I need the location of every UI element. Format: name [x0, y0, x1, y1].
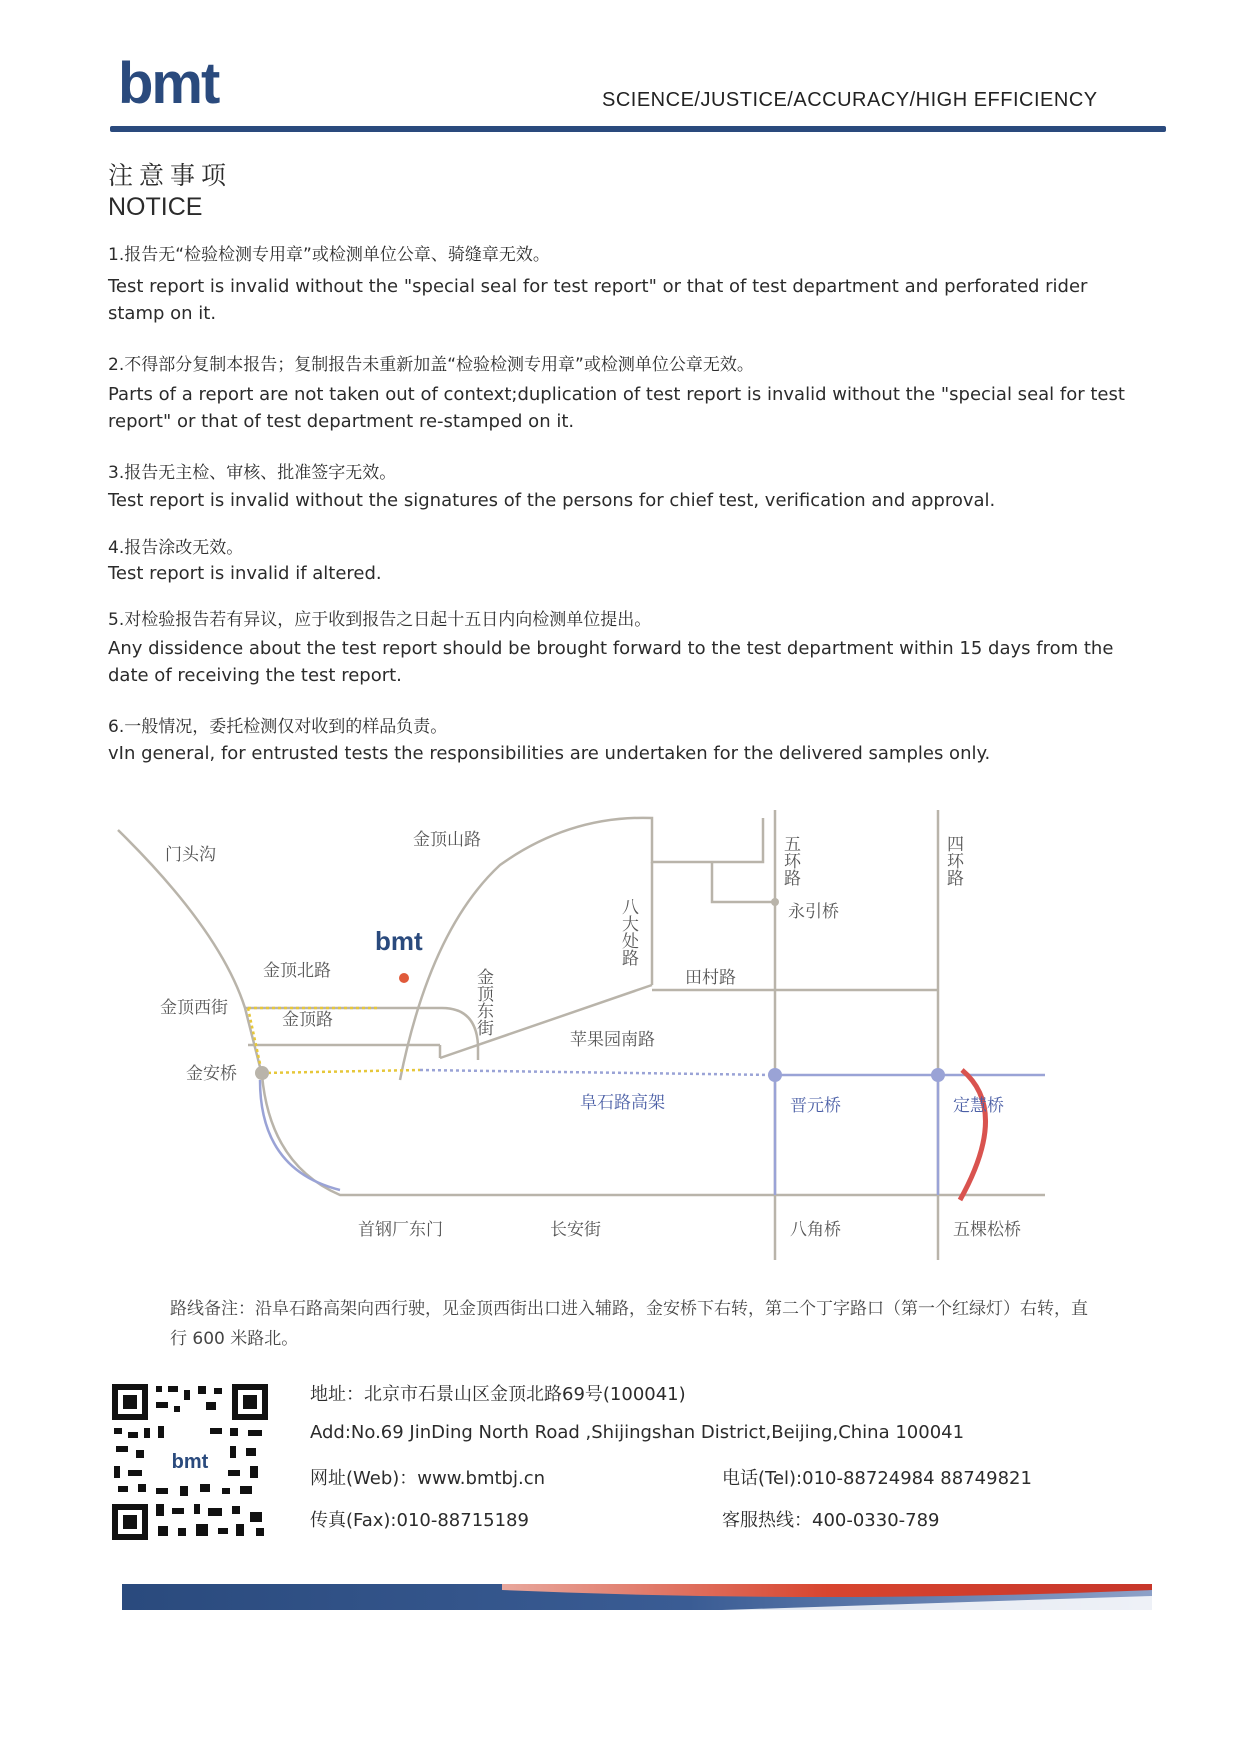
dinghui-bridge-node — [931, 1068, 945, 1082]
address-cn: 地址：北京市石景山区金顶北路69号(100041) — [310, 1384, 686, 1405]
label-mentougou: 门头沟 — [165, 845, 216, 865]
company-motto: SCIENCE/JUSTICE/ACCURACY/HIGH EFFICIENCY — [602, 89, 1098, 111]
label-jindingxi-street: 金顶西街 — [160, 998, 228, 1018]
label-changan-street: 长安街 — [550, 1220, 601, 1240]
label-jinan-bridge: 金安桥 — [186, 1064, 237, 1084]
seal-arc — [960, 1070, 986, 1200]
company-logo: bmt — [118, 51, 219, 116]
notice-item-3-cn: 3.报告无主检、审核、批准签字无效。 — [108, 463, 397, 483]
service-hotline: 客服热线：400-0330-789 — [722, 1510, 940, 1531]
label-jindingshan-road: 金顶山路 — [413, 830, 481, 850]
map-route-highlight — [248, 1008, 420, 1073]
footer-band — [122, 1584, 1152, 1610]
label-wukesong-bridge: 五棵松桥 — [953, 1220, 1021, 1240]
label-shougang-gate: 首钢厂东门 — [358, 1220, 443, 1240]
notice-item-6-cn: 6.一般情况，委托检测仅对收到的样品负责。 — [108, 717, 448, 737]
label-jinyuan-bridge: 晋元桥 — [790, 1096, 841, 1116]
label-sihuan-road: 四环路 — [943, 835, 963, 886]
label-tiancun-road: 田村路 — [685, 968, 736, 988]
label-fushi-elevated: 阜石路高架 — [580, 1093, 665, 1113]
telephone: 电话(Tel):010-88724984 88749821 — [722, 1468, 1032, 1489]
notice-title-en: NOTICE — [108, 193, 203, 221]
notice-item-4-cn: 4.报告涂改无效。 — [108, 538, 244, 558]
qr-code[interactable] — [110, 1382, 270, 1542]
label-dinghui-bridge: 定慧桥 — [953, 1096, 1004, 1116]
label-jindingbei-road: 金顶北路 — [263, 961, 331, 981]
notice-item-5-en: Any dissidence about the test report should be brought forward to the test department within 15 days from the date of receiving the test report. — [108, 638, 1114, 686]
notice-title-cn: 注意事项 — [108, 161, 233, 190]
notice-item-2-cn: 2.不得部分复制本报告；复制报告未重新加盖“检验检测专用章”或检测单位公章无效。 — [108, 355, 754, 375]
notice-item-5-cn: 5.对检验报告若有异议，应于收到报告之日起十五日内向检测单位提出。 — [108, 610, 652, 630]
notice-item-1-en: Test report is invalid without the "special seal for test report" or that of test department and perforated rider stamp on it. — [108, 276, 1088, 324]
label-wuhuan-road: 五环路 — [780, 835, 800, 886]
jinyuan-bridge-node — [768, 1068, 782, 1082]
location-map — [100, 790, 1080, 1270]
label-pingguoyuan-south-road: 苹果园南路 — [570, 1030, 655, 1050]
qr-logo: bmt — [171, 1451, 209, 1473]
notice-item-4-en: Test report is invalid if altered. — [108, 563, 382, 584]
label-jindingdong-street: 金顶东街 — [473, 968, 493, 1036]
notice-item-1-cn: 1.报告无“检验检测专用章”或检测单位公章、骑缝章无效。 — [108, 245, 550, 265]
label-jinding-road: 金顶路 — [282, 1010, 333, 1030]
notice-item-2-en: Parts of a report are not taken out of context;duplication of test report is invalid without the "special seal for test report" or that of test department re-stamped on it. — [108, 384, 1125, 432]
notice-item-6-en: vIn general, for entrusted tests the responsibilities are undertaken for the delivered samples only. — [108, 743, 991, 764]
jinan-bridge-node — [255, 1066, 269, 1080]
label-badachu-road: 八大处路 — [618, 898, 638, 966]
route-note: 路线备注：沿阜石路高架向西行驶，见金顶西街出口进入辅路，金安桥下右转，第二个丁字路口（第一个红绿灯）右转，直行 600 米路北。 — [170, 1299, 1088, 1349]
fax: 传真(Fax):010-88715189 — [310, 1510, 529, 1531]
website-link[interactable]: 网址(Web)：www.bmtbj.cn — [310, 1468, 545, 1489]
yongyin-bridge-node — [771, 898, 779, 906]
label-yongyin-bridge: 永引桥 — [788, 902, 839, 922]
fushi-elevated-dotted — [420, 1070, 775, 1075]
notice-item-3-en: Test report is invalid without the signatures of the persons for chief test, verification and approval. — [108, 490, 996, 511]
bmt-location-marker — [399, 973, 409, 983]
header-divider — [110, 126, 1166, 132]
map-bmt-logo: bmt — [375, 926, 423, 956]
address-en: Add:No.69 JinDing North Road ,Shijingshan District,Beijing,China 100041 — [310, 1422, 965, 1443]
label-bajiao-bridge: 八角桥 — [790, 1220, 841, 1240]
